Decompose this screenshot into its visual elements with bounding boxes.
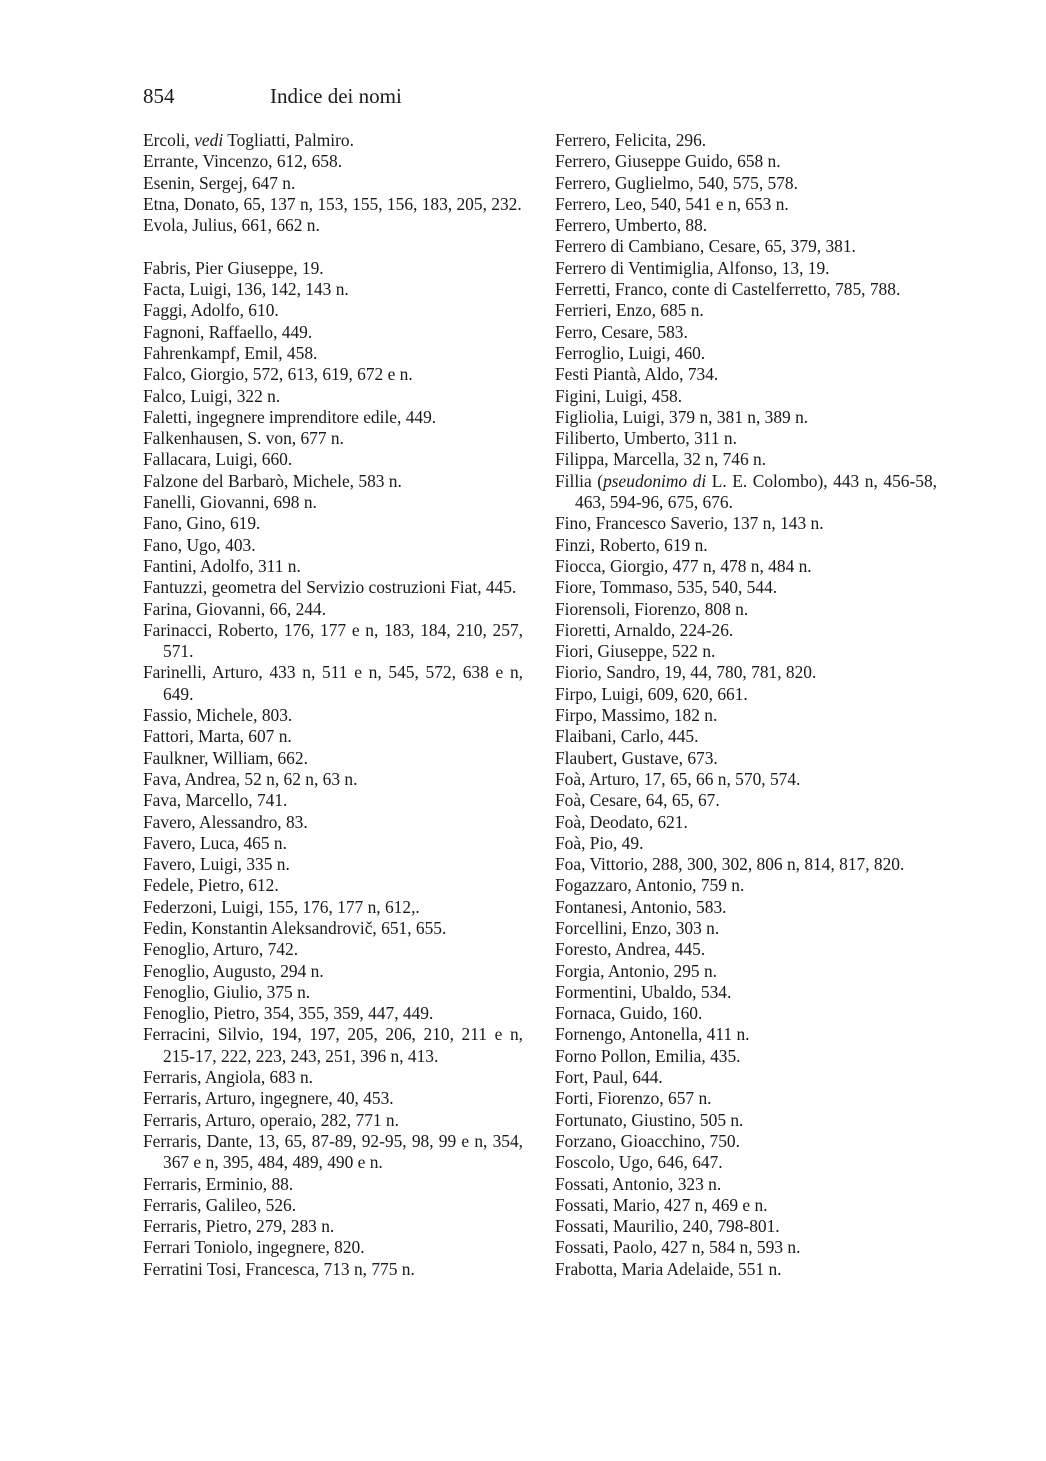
- index-entry: [555, 322, 937, 343]
- index-entry: [143, 322, 523, 343]
- index-entry-text: Fano, Gino, 619.: [143, 513, 261, 534]
- index-entry-text: Fontanesi, Antonio, 583.: [555, 896, 727, 917]
- index-entry-text: Esenin, Sergej, 647 n.: [143, 172, 296, 193]
- index-entry: [143, 1110, 523, 1131]
- index-entry-text: Ferrero, Umberto, 88.: [555, 215, 708, 236]
- index-entry-text: Figini, Luigi, 458.: [555, 385, 683, 406]
- index-entry: [143, 471, 523, 492]
- index-entry-text: Evola, Julius, 661, 662 n.: [143, 215, 320, 236]
- index-entry: [555, 684, 937, 705]
- index-entry: [143, 790, 523, 811]
- index-entry: [555, 918, 937, 939]
- index-entry-text: Fornaca, Guido, 160.: [555, 1003, 703, 1024]
- index-entry: [555, 1237, 937, 1258]
- index-entry-text: Fossati, Paolo, 427 n, 584 n, 593 n.: [555, 1237, 801, 1258]
- index-entry-text: Forzano, Gioacchino, 750.: [555, 1130, 740, 1151]
- index-entry: [555, 961, 937, 982]
- index-entry-text: L. E. Colombo), 443 n, 456-58, 463, 594-96, 675, 676.: [575, 470, 937, 513]
- index-entry: [555, 1216, 937, 1237]
- index-entry-text: Foresto, Andrea, 445.: [555, 939, 706, 960]
- index-entry: [555, 1131, 937, 1152]
- index-entry: [555, 386, 937, 407]
- index-entry-text: Ferrero di Ventimiglia, Alfonso, 13, 19.: [555, 257, 830, 278]
- index-entry: [143, 428, 523, 449]
- index-entry-text: Firpo, Luigi, 609, 620, 661.: [555, 683, 748, 704]
- index-entry: [143, 982, 523, 1003]
- index-entry: [143, 1024, 523, 1067]
- index-entry-text: Farinelli, Arturo, 433 n, 511 e n, 545, 572, 638 e n, 649.: [143, 662, 523, 704]
- index-entry: [555, 151, 937, 172]
- index-entry-text: Ferretti, Franco, conte di Castelferretto, 785, 788.: [555, 279, 901, 300]
- index-entry: [555, 854, 937, 875]
- index-entry: [143, 300, 523, 321]
- index-entry: [555, 535, 937, 556]
- index-entry-text: Togliatti, Palmiro.: [223, 130, 354, 150]
- index-entry-text: Fossati, Antonio, 323 n.: [555, 1173, 722, 1194]
- index-entry: [143, 1216, 523, 1237]
- index-entry: [143, 726, 523, 747]
- index-entry: [555, 1174, 937, 1195]
- index-entry-text: Facta, Luigi, 136, 142, 143 n.: [143, 279, 349, 300]
- index-entry-text: Ferracini, Silvio, 194, 197, 205, 206, 210, 211 e n, 215-17, 222, 223, 243, 251, 396 n, 413.: [143, 1024, 523, 1066]
- index-entry-text: Falzone del Barbarò, Michele, 583 n.: [143, 470, 402, 491]
- index-entry: [143, 364, 523, 385]
- index-entry: [143, 705, 523, 726]
- index-entry: [555, 897, 937, 918]
- index-entry: [143, 875, 523, 896]
- index-entry-text: Ferrero, Felicita, 296.: [555, 130, 707, 150]
- index-entry: [143, 215, 523, 236]
- index-entry-text: Favero, Luigi, 335 n.: [143, 854, 290, 875]
- index-entry-text: Fiorensoli, Fiorenzo, 808 n.: [555, 598, 749, 619]
- index-entry: [555, 173, 937, 194]
- index-entry-text: Frabotta, Maria Adelaide, 551 n.: [555, 1258, 782, 1279]
- index-entry: [555, 364, 937, 385]
- index-entry: [555, 1024, 937, 1045]
- index-entry: [143, 1067, 523, 1088]
- index-entry-text: Fedele, Pietro, 612.: [143, 875, 279, 896]
- index-entry-text: Fava, Marcello, 741.: [143, 790, 288, 811]
- index-entry-text: Ferrero, Leo, 540, 541 e n, 653 n.: [555, 193, 789, 214]
- index-entry: [143, 1131, 523, 1174]
- index-entry: [555, 599, 937, 620]
- index-entry: [143, 662, 523, 705]
- index-entry-text: Fort, Paul, 644.: [555, 1067, 663, 1088]
- index-column-right: [555, 130, 937, 1280]
- index-entry: [555, 407, 937, 428]
- index-entry-text: Ferraris, Galileo, 526.: [143, 1194, 297, 1215]
- index-entry: [555, 1152, 937, 1173]
- index-entry: [555, 1259, 937, 1280]
- index-entry: [143, 1237, 523, 1258]
- index-entry: [143, 854, 523, 875]
- index-entry-text: Ferratini Tosi, Francesca, 713 n, 775 n.: [143, 1258, 415, 1279]
- index-entry-text: Fava, Andrea, 52 n, 62 n, 63 n.: [143, 768, 358, 789]
- page-title: Indice dei nomi: [270, 84, 402, 108]
- index-entry: [143, 1195, 523, 1216]
- running-head: [143, 82, 402, 110]
- index-entry-text: Errante, Vincenzo, 612, 658.: [143, 151, 343, 172]
- letter-gap: [143, 236, 523, 257]
- index-entry-text: Falkenhausen, S. von, 677 n.: [143, 428, 344, 449]
- index-entry-text: Fagnoni, Raffaello, 449.: [143, 321, 313, 342]
- index-entry: [143, 513, 523, 534]
- index-entry-text: Fiori, Giuseppe, 522 n.: [555, 641, 716, 662]
- index-entry: [143, 1259, 523, 1280]
- index-entry-text: Ferrari Toniolo, ingegnere, 820.: [143, 1237, 365, 1258]
- index-entry: [143, 492, 523, 513]
- index-entry-text: Fiore, Tommaso, 535, 540, 544.: [555, 577, 778, 598]
- index-entry: [555, 236, 937, 257]
- index-entry: [143, 151, 523, 172]
- index-entry-text: Falco, Luigi, 322 n.: [143, 385, 281, 406]
- index-entry-text: Fallacara, Luigi, 660.: [143, 449, 293, 470]
- index-entry-text: Figliolia, Luigi, 379 n, 381 n, 389 n.: [555, 406, 809, 427]
- index-entry-text: Ferraris, Pietro, 279, 283 n.: [143, 1216, 335, 1237]
- index-entry-text: Ferrieri, Enzo, 685 n.: [555, 300, 704, 321]
- index-entry: [555, 194, 937, 215]
- index-entry: [555, 215, 937, 236]
- index-entry-text: Fattori, Marta, 607 n.: [143, 726, 292, 747]
- index-entry: [143, 897, 523, 918]
- index-entry-text: Faulkner, William, 662.: [143, 747, 308, 768]
- index-entry: [143, 556, 523, 577]
- index-entry: [555, 1195, 937, 1216]
- index-entry-text: Faletti, ingegnere imprenditore edile, 449.: [143, 406, 437, 427]
- index-entry: [555, 258, 937, 279]
- index-entry: [143, 535, 523, 556]
- index-entry: [143, 918, 523, 939]
- index-entry-text: Ferroglio, Luigi, 460.: [555, 342, 706, 363]
- index-entry: [143, 1003, 523, 1024]
- index-entry-text: Faggi, Adolfo, 610.: [143, 300, 279, 321]
- index-entry-text: Foà, Pio, 49.: [555, 832, 644, 853]
- index-entry-text: Forno Pollon, Emilia, 435.: [555, 1045, 741, 1066]
- index-entry-text: Fano, Ugo, 403.: [143, 534, 256, 555]
- index-entry-text: Fino, Francesco Saverio, 137 n, 143 n.: [555, 513, 824, 534]
- index-entry: [143, 1174, 523, 1195]
- index-entry: [143, 748, 523, 769]
- index-entry-text: Favero, Luca, 465 n.: [143, 832, 287, 853]
- index-entry-text: Forti, Fiorenzo, 657 n.: [555, 1088, 712, 1109]
- index-entry-text: Fassio, Michele, 803.: [143, 705, 293, 726]
- index-entry-text: Fillia (: [555, 470, 604, 491]
- index-entry-text: Ferraris, Arturo, ingegnere, 40, 453.: [143, 1088, 394, 1109]
- index-entry-text: Fabris, Pier Giuseppe, 19.: [143, 257, 324, 278]
- index-entry-text: Fantuzzi, geometra del Servizio costruzioni Fiat, 445.: [143, 577, 517, 598]
- index-entry: [143, 939, 523, 960]
- index-entry: [143, 577, 523, 598]
- index-entry-text: Foà, Cesare, 64, 65, 67.: [555, 790, 720, 811]
- index-entry: [143, 620, 523, 663]
- index-entry-text: Ercoli,: [143, 130, 195, 150]
- index-entry: [555, 577, 937, 598]
- index-entry-text: Fornengo, Antonella, 411 n.: [555, 1024, 750, 1045]
- index-entry: [143, 258, 523, 279]
- index-entry-text: Fiocca, Giorgio, 477 n, 478 n, 484 n.: [555, 555, 812, 576]
- index-entry: [555, 790, 937, 811]
- index-entry: [555, 428, 937, 449]
- index-entry: [555, 449, 937, 470]
- index-entry-text: Flaibani, Carlo, 445.: [555, 726, 699, 747]
- index-entry-text: Foscolo, Ugo, 646, 647.: [555, 1152, 723, 1173]
- index-entry-text: Fioretti, Arnaldo, 224-26.: [555, 619, 734, 640]
- index-entry: [143, 386, 523, 407]
- index-entry-text: Filippa, Marcella, 32 n, 746 n.: [555, 449, 767, 470]
- index-entry: [555, 1110, 937, 1131]
- index-entry-text: Fenoglio, Giulio, 375 n.: [143, 981, 311, 1002]
- index-entry: [555, 300, 937, 321]
- index-entry: [555, 748, 937, 769]
- index-entry: [555, 705, 937, 726]
- index-entry: [555, 279, 937, 300]
- index-entry: [143, 343, 523, 364]
- index-entry-italic: pseudonimo di: [603, 470, 707, 491]
- index-entry: [555, 1088, 937, 1109]
- index-entry-text: Favero, Alessandro, 83.: [143, 811, 308, 832]
- index-entry: [555, 662, 937, 683]
- index-entry-text: Fahrenkampf, Emil, 458.: [143, 342, 318, 363]
- index-entry-text: Etna, Donato, 65, 137 n, 153, 155, 156, 183, 205, 232.: [143, 193, 522, 214]
- index-entry-text: Ferraris, Arturo, operaio, 282, 771 n.: [143, 1109, 399, 1130]
- index-entry: [555, 726, 937, 747]
- index-entry-text: Ferraris, Angiola, 683 n.: [143, 1067, 314, 1088]
- index-entry: [143, 173, 523, 194]
- index-entry-text: Fanelli, Giovanni, 698 n.: [143, 492, 317, 513]
- index-entry: [555, 513, 937, 534]
- index-entry-text: Ferrero, Guglielmo, 540, 575, 578.: [555, 172, 798, 193]
- index-entry-text: Falco, Giorgio, 572, 613, 619, 672 e n.: [143, 364, 413, 385]
- index-entry: [143, 769, 523, 790]
- index-entry-text: Ferro, Cesare, 583.: [555, 321, 688, 342]
- index-entry: [143, 194, 523, 215]
- index-entry: [143, 1088, 523, 1109]
- index-entry-text: Formentini, Ubaldo, 534.: [555, 981, 732, 1002]
- index-entry-text: Forgia, Antonio, 295 n.: [555, 960, 718, 981]
- index-entry-text: Foa, Vittorio, 288, 300, 302, 806 n, 814, 817, 820.: [555, 854, 905, 875]
- index-entry-text: Ferraris, Erminio, 88.: [143, 1173, 294, 1194]
- index-entry: [143, 407, 523, 428]
- index-entry: [143, 279, 523, 300]
- index-entry: [555, 875, 937, 896]
- index-entry-text: Fenoglio, Pietro, 354, 355, 359, 447, 449.: [143, 1003, 434, 1024]
- index-entry: [555, 620, 937, 641]
- index-entry: [555, 939, 937, 960]
- index-entry: [555, 769, 937, 790]
- index-entry: [143, 599, 523, 620]
- index-entry-text: Festi Piantà, Aldo, 734.: [555, 364, 719, 385]
- index-entry-text: Foà, Arturo, 17, 65, 66 n, 570, 574.: [555, 768, 801, 789]
- index-entry-italic: vedi: [194, 130, 224, 150]
- index-entry: [143, 833, 523, 854]
- index-entry: [143, 449, 523, 470]
- index-entry-text: Federzoni, Luigi, 155, 176, 177 n, 612,.: [143, 896, 420, 917]
- index-entry-text: Fortunato, Giustino, 505 n.: [555, 1109, 744, 1130]
- index-entry: [555, 1046, 937, 1067]
- index-entry-text: Finzi, Roberto, 619 n.: [555, 534, 708, 555]
- index-entry-text: Forcellini, Enzo, 303 n.: [555, 917, 720, 938]
- index-entry-text: Fossati, Maurilio, 240, 798-801.: [555, 1216, 780, 1237]
- index-entry-text: Foà, Deodato, 621.: [555, 811, 688, 832]
- index-entry-text: Flaubert, Gustave, 673.: [555, 747, 718, 768]
- index-entry-text: Filiberto, Umberto, 311 n.: [555, 428, 737, 449]
- index-entry-text: Farina, Giovanni, 66, 244.: [143, 598, 327, 619]
- index-entry: [555, 641, 937, 662]
- index-entry-text: Farinacci, Roberto, 176, 177 e n, 183, 184, 210, 257, 571.: [143, 619, 523, 662]
- index-entry: [555, 130, 937, 151]
- index-entry-text: Fossati, Mario, 427 n, 469 e n.: [555, 1194, 768, 1215]
- page-number: 854: [143, 84, 175, 108]
- index-entry: [555, 343, 937, 364]
- index-column-left: [143, 130, 523, 1280]
- index-entry-text: Fenoglio, Arturo, 742.: [143, 939, 299, 960]
- index-entry-text: Ferrero di Cambiano, Cesare, 65, 379, 381.: [555, 236, 856, 257]
- index-entry: [143, 961, 523, 982]
- index-entry: [555, 833, 937, 854]
- index-entry: [555, 471, 937, 514]
- index-entry-text: Fogazzaro, Antonio, 759 n.: [555, 875, 745, 896]
- index-entry: [555, 982, 937, 1003]
- index-entry-text: Ferraris, Dante, 13, 65, 87-89, 92-95, 98, 99 e n, 354, 367 e n, 395, 484, 489, 490 e n.: [143, 1130, 523, 1173]
- index-entry: [555, 556, 937, 577]
- index-entry-text: Fedin, Konstantin Aleksandrovič, 651, 655.: [143, 917, 447, 938]
- index-entry: [555, 1003, 937, 1024]
- index-entry-text: Fenoglio, Augusto, 294 n.: [143, 960, 324, 981]
- index-entry: [143, 812, 523, 833]
- index-entry-text: Fiorio, Sandro, 19, 44, 780, 781, 820.: [555, 662, 817, 683]
- index-entry: [555, 1067, 937, 1088]
- index-entry-text: Ferrero, Giuseppe Guido, 658 n.: [555, 151, 781, 172]
- index-entry-text: Fantini, Adolfo, 311 n.: [143, 555, 301, 576]
- index-entry: [143, 130, 523, 151]
- index-entry: [555, 812, 937, 833]
- index-entry-text: Firpo, Massimo, 182 n.: [555, 705, 718, 726]
